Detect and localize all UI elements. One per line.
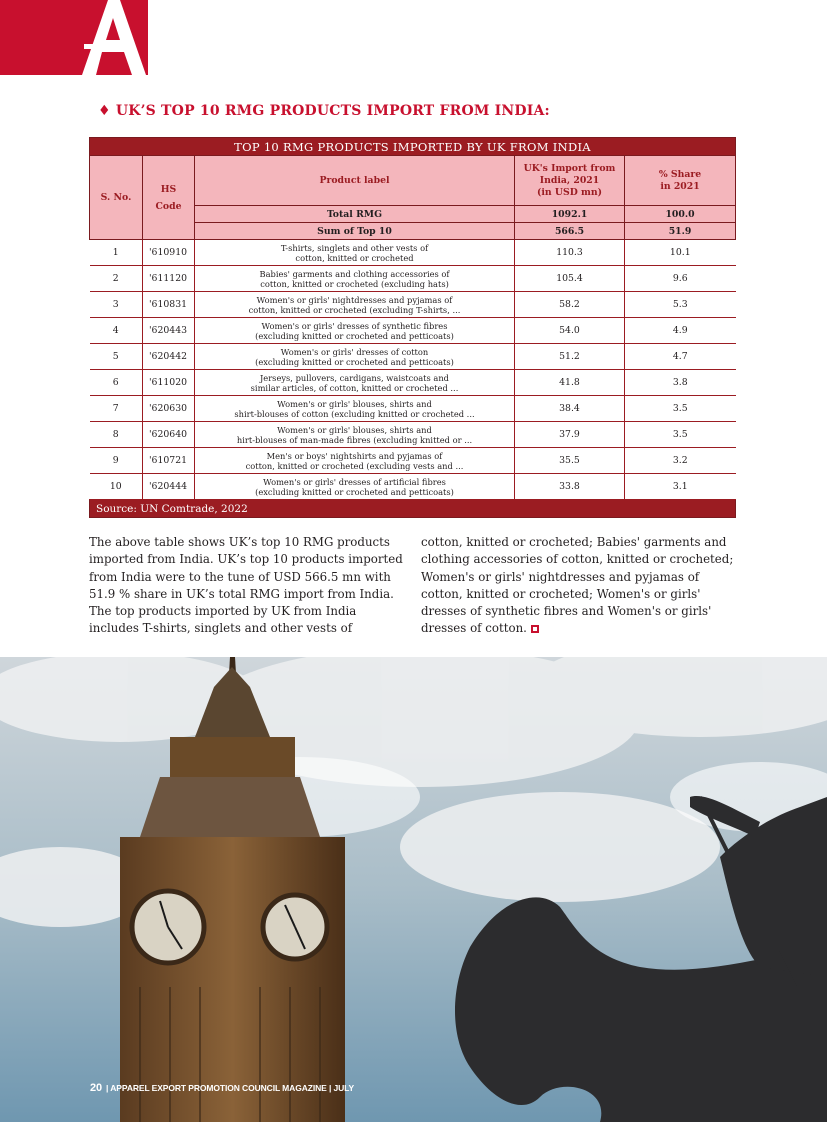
row-product-line1: T-shirts, singlets and other vests of bbox=[280, 242, 429, 253]
row-product-line1: Women's or girls' nightdresses and pyjamas of bbox=[256, 294, 453, 305]
header-share-line1: % Share bbox=[658, 168, 702, 180]
row-value: 38.4 bbox=[515, 396, 625, 422]
row-sno: 7 bbox=[90, 396, 143, 422]
row-value: 33.8 bbox=[515, 474, 625, 500]
row-product bbox=[195, 266, 515, 292]
row-product-line2: shirt-blouses of cotton (excluding knitted or crocheted ... bbox=[234, 408, 475, 419]
header-hs-code bbox=[143, 156, 195, 240]
body-text-left bbox=[89, 534, 405, 638]
body-paragraph: cotton, knitted or crocheted; Babies' garments and clothing accessories of cotton, knitted or crocheted; Women's or girls' nightdresses and pyjamas of cotton, knitted or crocheted; Women's or girls' dresses of synthetic fibres and Women's or girls' dresses of cotton. bbox=[421, 535, 734, 636]
row-sno: 2 bbox=[90, 266, 143, 292]
section-heading: ♦ UK’S TOP 10 RMG PRODUCTS IMPORT FROM INDIA: bbox=[98, 103, 550, 119]
row-value: 110.3 bbox=[515, 240, 625, 266]
row-value: 41.8 bbox=[515, 370, 625, 396]
row-sno: 5 bbox=[90, 344, 143, 370]
row-share: 3.5 bbox=[625, 422, 736, 448]
header-import bbox=[515, 156, 625, 206]
sum-value: 566.5 bbox=[515, 223, 625, 240]
row-hs-code: '610910 bbox=[143, 240, 195, 266]
header-product: Product label bbox=[195, 156, 515, 206]
row-share: 10.1 bbox=[625, 240, 736, 266]
table-row bbox=[90, 474, 736, 500]
row-share: 3.5 bbox=[625, 396, 736, 422]
row-product-line2: (excluding knitted or crocheted and petticoats) bbox=[255, 486, 454, 497]
table-row bbox=[90, 396, 736, 422]
row-product-line2: cotton, knitted or crocheted bbox=[295, 252, 414, 263]
table-source: Source: UN Comtrade, 2022 bbox=[90, 500, 736, 518]
row-share: 4.7 bbox=[625, 344, 736, 370]
row-share: 3.2 bbox=[625, 448, 736, 474]
row-value: 105.4 bbox=[515, 266, 625, 292]
total-value: 1092.1 bbox=[515, 206, 625, 223]
row-product bbox=[195, 396, 515, 422]
row-hs-code: '620630 bbox=[143, 396, 195, 422]
row-product-line1: Women's or girls' blouses, shirts and bbox=[277, 398, 432, 409]
row-product-line2: similar articles, of cotton, knitted or crocheted ... bbox=[250, 382, 459, 393]
table-row bbox=[90, 448, 736, 474]
row-sno: 9 bbox=[90, 448, 143, 474]
row-product-line1: Men's or boys' nightshirts and pyjamas of bbox=[266, 450, 443, 461]
row-product bbox=[195, 240, 515, 266]
total-share: 100.0 bbox=[625, 206, 736, 223]
row-product-line1: Women's or girls' blouses, shirts and bbox=[277, 424, 432, 435]
row-product-line1: Babies' garments and clothing accessories of bbox=[259, 268, 450, 279]
row-product bbox=[195, 318, 515, 344]
table-row bbox=[90, 370, 736, 396]
row-share: 3.1 bbox=[625, 474, 736, 500]
row-value: 54.0 bbox=[515, 318, 625, 344]
row-product bbox=[195, 344, 515, 370]
row-product-line2: (excluding knitted or crocheted and petticoats) bbox=[255, 356, 454, 367]
rmg-import-table bbox=[89, 137, 736, 518]
row-product-line2: hirt-blouses of man-made fibres (excluding knitted or ... bbox=[236, 434, 473, 445]
big-ben-photo bbox=[0, 657, 827, 1122]
row-product-line1: Women's or girls' dresses of artificial fibres bbox=[263, 476, 446, 487]
row-sno: 6 bbox=[90, 370, 143, 396]
row-share: 3.8 bbox=[625, 370, 736, 396]
total-label: Total RMG bbox=[195, 206, 515, 223]
row-sno: 1 bbox=[90, 240, 143, 266]
table-row bbox=[90, 240, 736, 266]
row-hs-code: '610831 bbox=[143, 292, 195, 318]
header-sno: S. No. bbox=[90, 156, 143, 240]
header-hs-line2: Code bbox=[155, 200, 182, 212]
row-hs-code: '620640 bbox=[143, 422, 195, 448]
sum-label: Sum of Top 10 bbox=[195, 223, 515, 240]
row-hs-code: '620442 bbox=[143, 344, 195, 370]
row-product-line1: Women's or girls' dresses of cotton bbox=[280, 346, 429, 357]
row-hs-code: '620444 bbox=[143, 474, 195, 500]
row-value: 37.9 bbox=[515, 422, 625, 448]
row-hs-code: '610721 bbox=[143, 448, 195, 474]
header-share-line2: in 2021 bbox=[660, 180, 700, 192]
row-sno: 3 bbox=[90, 292, 143, 318]
row-value: 58.2 bbox=[515, 292, 625, 318]
footer-text: | APPAREL EXPORT PROMOTION COUNCIL MAGAZINE | JULY bbox=[106, 1083, 355, 1093]
row-product-line2: cotton, knitted or crocheted (excluding T-shirts, ... bbox=[248, 304, 461, 315]
row-product bbox=[195, 292, 515, 318]
row-sno: 8 bbox=[90, 422, 143, 448]
table-row bbox=[90, 422, 736, 448]
row-product-line2: cotton, knitted or crocheted (excluding vests and ... bbox=[245, 460, 464, 471]
body-paragraph: The above table shows UK’s top 10 RMG products imported from India. UK’s top 10 products imported from India were to the tune of USD 566.5 mn with 51.9 % share in UK’s total RMG import from India. bbox=[89, 535, 403, 601]
table-row bbox=[90, 292, 736, 318]
table-row bbox=[90, 266, 736, 292]
row-sno: 10 bbox=[90, 474, 143, 500]
row-hs-code: '620443 bbox=[143, 318, 195, 344]
page-footer bbox=[90, 1082, 354, 1094]
header-share bbox=[625, 156, 736, 206]
row-value: 51.2 bbox=[515, 344, 625, 370]
row-product-line1: Jerseys, pullovers, cardigans, waistcoats and bbox=[259, 372, 449, 383]
row-product-line2: (excluding knitted or crocheted and petticoats) bbox=[255, 330, 454, 341]
page-number: 20 bbox=[90, 1082, 103, 1094]
table-title: TOP 10 RMG PRODUCTS IMPORTED BY UK FROM INDIA bbox=[90, 138, 736, 156]
row-share: 5.3 bbox=[625, 292, 736, 318]
row-product bbox=[195, 474, 515, 500]
magazine-logo bbox=[0, 0, 148, 75]
body-text-right bbox=[421, 534, 737, 638]
row-product bbox=[195, 448, 515, 474]
end-mark-icon bbox=[531, 625, 539, 633]
row-value: 35.5 bbox=[515, 448, 625, 474]
row-hs-code: '611120 bbox=[143, 266, 195, 292]
header-import-line2: India, 2021 bbox=[539, 174, 600, 186]
row-share: 9.6 bbox=[625, 266, 736, 292]
body-paragraph: The top products imported by UK from India includes T-shirts, singlets and other vests of bbox=[89, 604, 357, 636]
row-product bbox=[195, 370, 515, 396]
header-hs-line1: HS bbox=[160, 183, 177, 195]
row-hs-code: '611020 bbox=[143, 370, 195, 396]
sum-share: 51.9 bbox=[625, 223, 736, 240]
row-product-line2: cotton, knitted or crocheted (excluding hats) bbox=[260, 278, 449, 289]
row-share: 4.9 bbox=[625, 318, 736, 344]
header-import-line3: (in USD mn) bbox=[536, 186, 603, 198]
row-product-line1: Women's or girls' dresses of synthetic fibres bbox=[261, 320, 448, 331]
row-sno: 4 bbox=[90, 318, 143, 344]
row-product bbox=[195, 422, 515, 448]
table-row bbox=[90, 318, 736, 344]
header-import-line1: UK's Import from bbox=[523, 162, 616, 174]
table-row bbox=[90, 344, 736, 370]
